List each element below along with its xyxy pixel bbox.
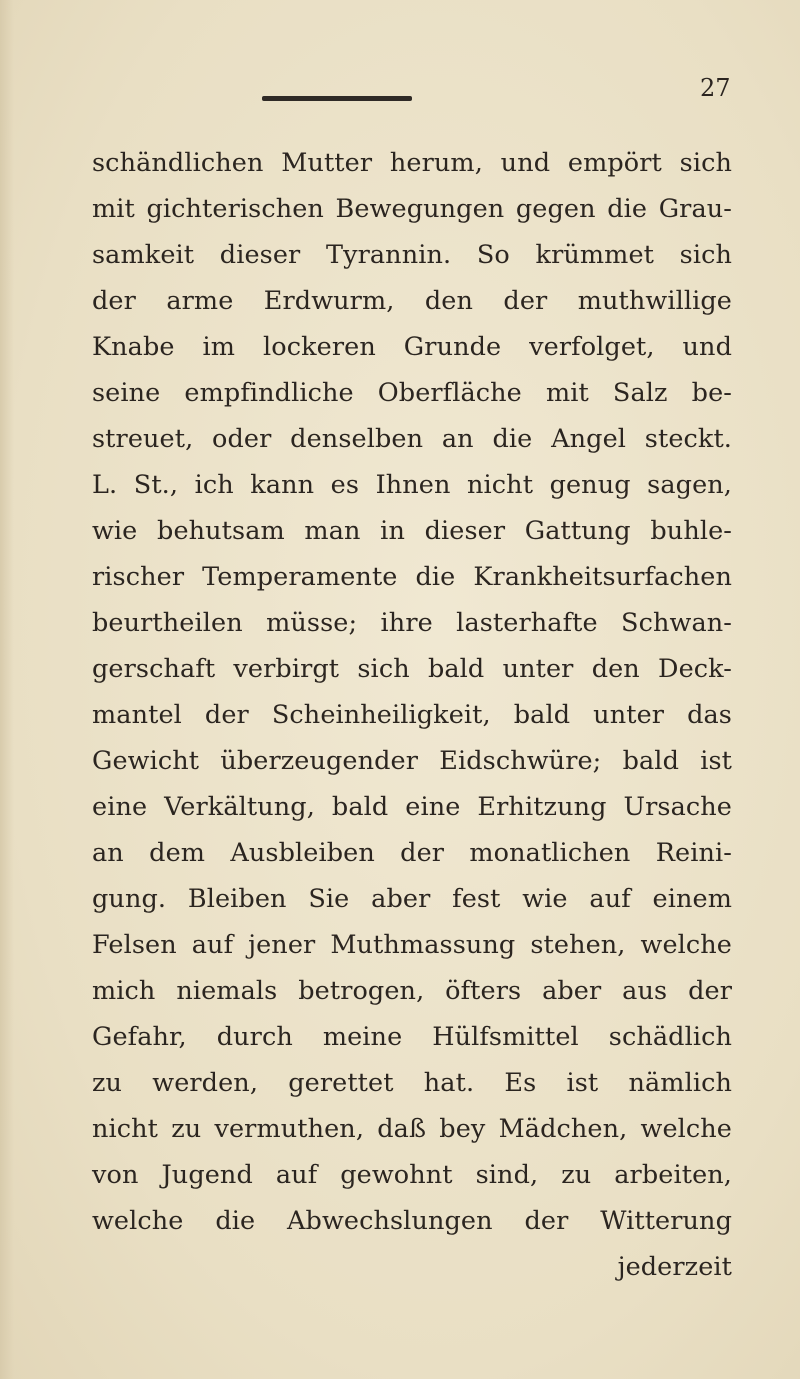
text-line: schändlichen Mutter herum, und empört sich [92,148,732,178]
page-edge-shadow [0,0,14,1379]
text-line: L. St., ich kann es Ihnen nicht genug sagen, [92,470,732,500]
text-line: beurtheilen müsse; ihre lasterhafte Schwan- [92,608,732,638]
text-line: rischer Temperamente die Krankheitsurfachen [92,562,732,592]
text-line: Felsen auf jener Muthmassung stehen, welche [92,930,732,960]
text-line: gung. Bleiben Sie aber fest wie auf einem [92,884,732,914]
text-line: von Jugend auf gewohnt sind, zu arbeiten, [92,1160,732,1190]
text-line: zu werden, gerettet hat. Es ist nämlich [92,1068,732,1098]
text-line: wie behutsam man in dieser Gattung buhle- [92,516,732,546]
page-number: 27 [700,74,731,102]
header-rule [262,96,412,101]
body-text [92,140,732,1290]
text-line: eine Verkältung, bald eine Erhitzung Ursache [92,792,732,822]
text-line: an dem Ausbleiben der monatlichen Reini- [92,838,732,868]
text-line: streuet, oder denselben an die Angel steckt. [92,424,732,454]
text-line: nicht zu vermuthen, daß bey Mädchen, welche [92,1114,732,1144]
text-line: mit gichterischen Bewegungen gegen die Grau- [92,194,732,224]
text-line: mantel der Scheinheiligkeit, bald unter das [92,700,732,730]
text-line: samkeit dieser Tyrannin. So krümmet sich [92,240,732,270]
catchword: jederzeit [617,1252,732,1282]
text-line: gerschaft verbirgt sich bald unter den Deck- [92,654,732,684]
text-line: Gewicht überzeugender Eidschwüre; bald ist [92,746,732,776]
text-line: Gefahr, durch meine Hülfsmittel schädlich [92,1022,732,1052]
text-line: seine empfindliche Oberfläche mit Salz be- [92,378,732,408]
text-line: Knabe im lockeren Grunde verfolget, und [92,332,732,362]
text-line: mich niemals betrogen, öfters aber aus der [92,976,732,1006]
text-line: der arme Erdwurm, den der muthwillige [92,286,732,316]
text-line: welche die Abwechslungen der Witterung [92,1206,732,1236]
